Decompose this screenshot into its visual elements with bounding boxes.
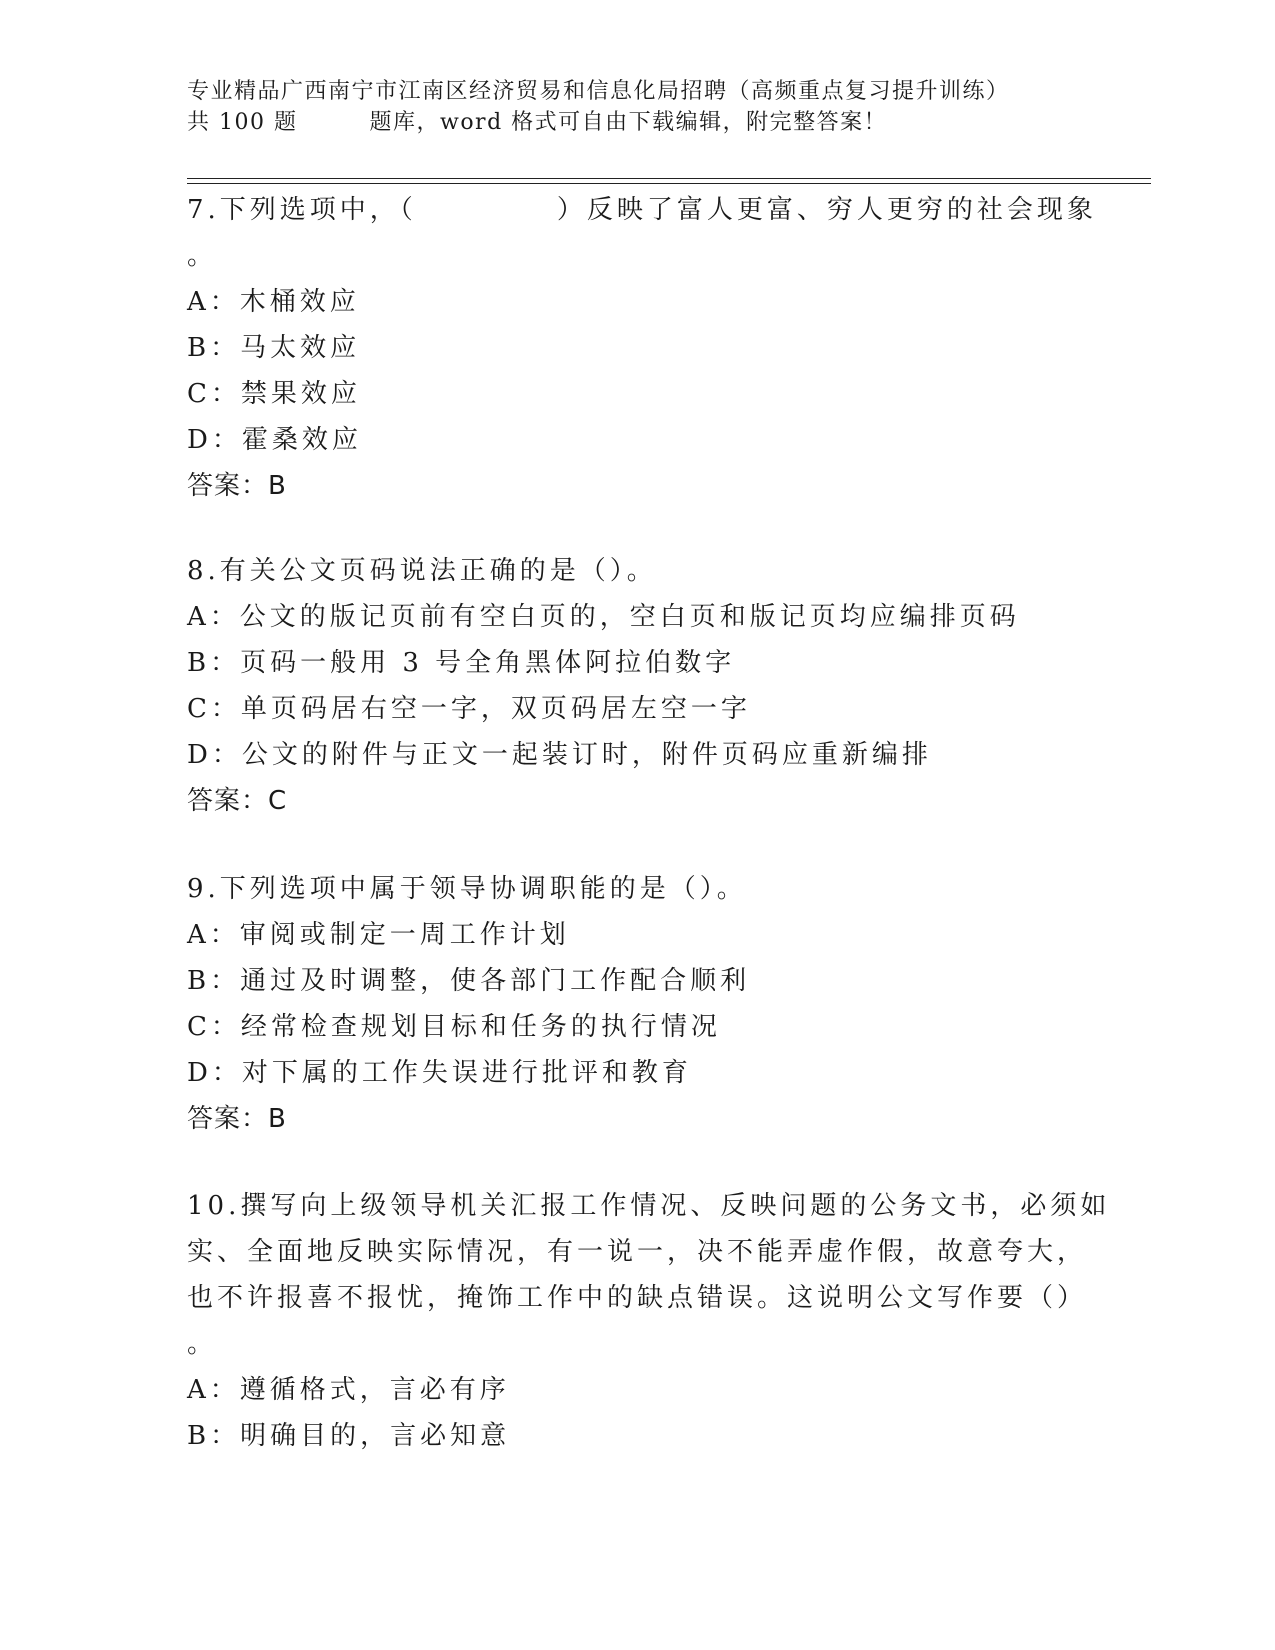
option-a: A：遵循格式，言必有序 [187,1375,510,1405]
option-c: C：经常检查规划目标和任务的执行情况 [187,1012,721,1042]
option-b: B：明确目的，言必知意 [187,1421,511,1451]
header-rule-top [187,178,1151,179]
option-a: A：审阅或制定一周工作计划 [187,920,570,950]
question-text-line: 也不许报喜不报忧，掩饰工作中的缺点错误。这说明公文写作要（） [187,1283,1088,1313]
option-d: D：霍桑效应 [187,425,362,455]
header-description: 题库，word 格式可自由下载编辑，附完整答案！ [369,110,888,135]
header-question-count: 共 100 题 [187,110,298,135]
question-text-part: ）反映了富人更富、穷人更穷的社会现象 [556,195,1097,225]
option-b: B：马太效应 [187,333,361,363]
question-text-line: 9.下列选项中属于领导协调职能的是（）。 [187,874,747,904]
question-text-line: 10.撰写向上级领导机关汇报工作情况、反映问题的公务文书，必须如 [187,1191,1111,1221]
header-subtitle [187,107,1147,138]
question-text-part: 7.下列选项中，（ [187,195,417,225]
answer-text: 答案：C [187,786,288,816]
header-title: 专业精品广西南宁市江南区经济贸易和信息化局招聘（高频重点复习提升训练） [187,79,1010,104]
question-text-line: 8.有关公文页码说法正确的是（）。 [187,556,657,586]
question-text-line: 。 [187,241,218,271]
option-c: C：禁果效应 [187,379,361,409]
answer-text: 答案：B [187,471,287,501]
option-b: B：通过及时调整，使各部门工作配合顺利 [187,966,751,996]
option-d: D：公文的附件与正文一起装订时，附件页码应重新编排 [187,740,932,770]
question-7 [187,187,1097,509]
option-b: B：页码一般用 3 号全角黑体阿拉伯数字 [187,648,736,678]
option-a: A：公文的版记页前有空白页的，空白页和版记页均应编排页码 [187,602,1020,632]
option-a: A：木桶效应 [187,287,360,317]
question-8 [187,548,1087,824]
answer-text: 答案：B [187,1104,287,1134]
question-text-line: 。 [187,1329,218,1359]
option-c: C：单页码居右空一字，双页码居左空一字 [187,694,751,724]
document-header [187,76,1147,138]
question-10 [187,1183,1111,1459]
question-text-line [187,187,1097,233]
option-d: D：对下属的工作失误进行批评和教育 [187,1058,692,1088]
question-text-line: 实、全面地反映实际情况，有一说一，决不能弄虚作假，故意夸大， [187,1237,1088,1267]
question-9 [187,866,1087,1142]
header-rule-bottom [187,183,1151,184]
